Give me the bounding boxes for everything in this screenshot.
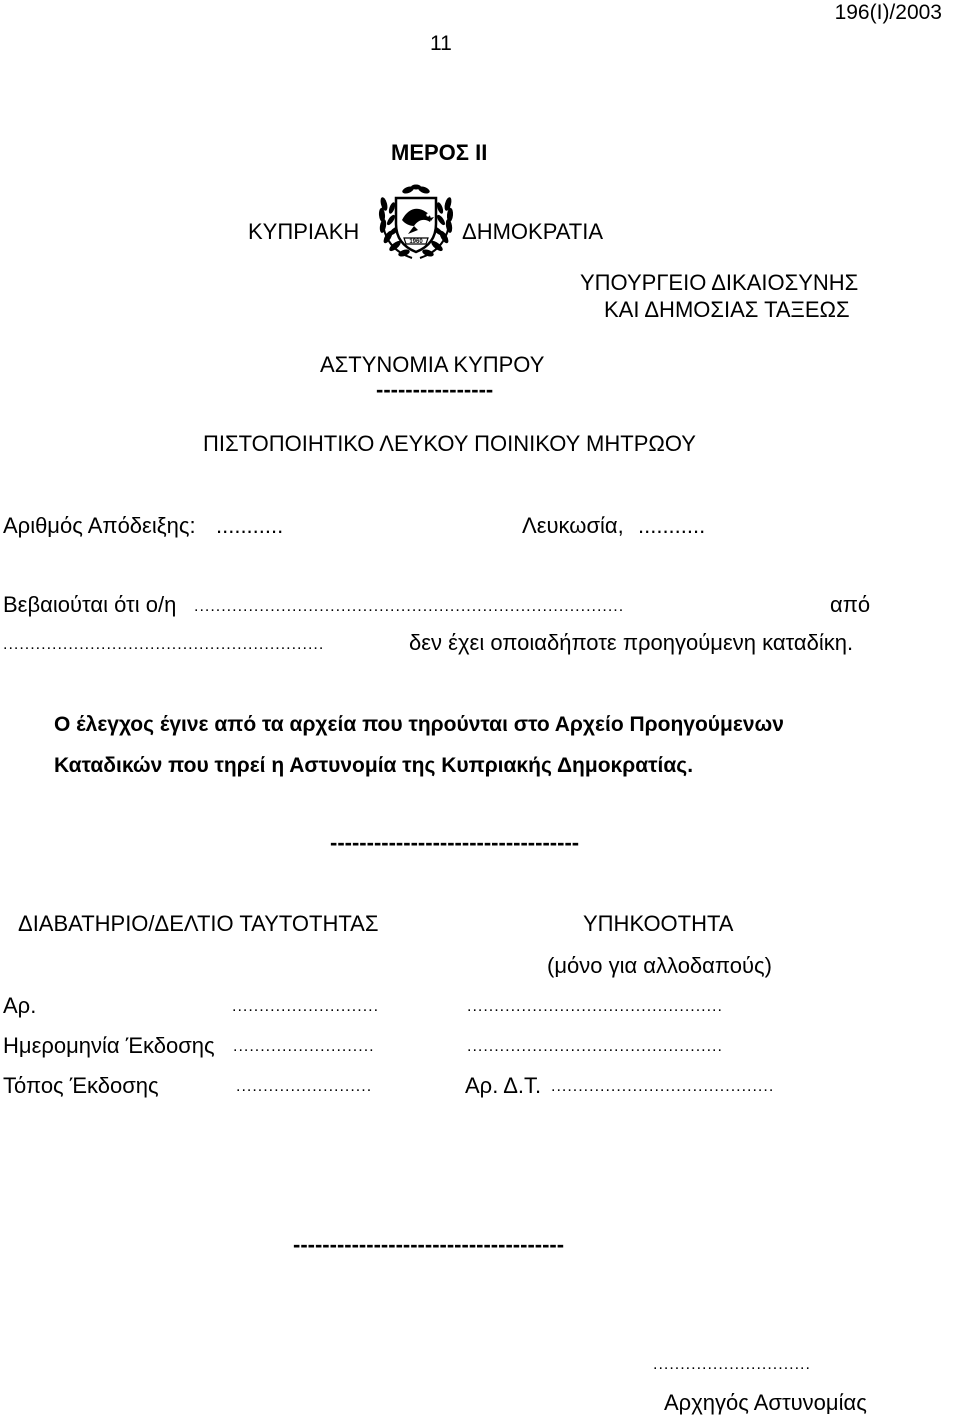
ministry-line-1: ΥΠΟΥΡΓΕΙΟ ΔΙΚΑΙΟΣΥΝΗΣ [580,270,859,295]
signature-field: ............................. [653,1356,811,1373]
certificate-title: ΠΙΣΤΟΠΟΙΗΤΙΚΟ ΛΕΥΚΟΥ ΠΟΙΝΙΚΟΥ ΜΗΤΡΩΟΥ [203,431,696,456]
no-conviction-text: δεν έχει οποιαδήποτε προηγούμενη καταδίκη. [409,630,854,655]
receipt-label: Αριθμός Απόδειξης: [3,513,196,538]
police-rule: ---------------- [376,377,494,402]
origin-field: ........................................................... [3,636,325,653]
certifies-text-from: από [830,592,871,617]
act-reference: 196(Ι)/2003 [834,1,942,24]
republic-right: ΔΗΜΟΚΡΑΤΙΑ [462,219,604,244]
separator-2: ------------------------------------- [293,1232,565,1257]
police-name: ΑΣΤΥΝΟΜΙΑ ΚΥΠΡΟΥ [320,352,545,377]
date-field: ........... [638,513,706,538]
separator-1: ---------------------------------- [330,830,580,855]
coat-of-arms-emblem [374,182,458,264]
page-number: 11 [430,32,452,55]
place-label: Λευκωσία, [522,513,624,538]
republic-left: ΚΥΠΡΙΑΚΗ [248,219,360,244]
certifies-text-start: Βεβαιούται ότι ο/η [3,592,177,617]
signature-title: Αρχηγός Αστυνομίας [664,1390,867,1415]
nationality-field-2: ............................................... [467,1038,723,1055]
issue-date-field: .......................... [233,1038,375,1055]
nationality-field: ............................................... [467,998,723,1015]
person-name-field: ............................................................................... [194,598,625,615]
check-statement-line-1: Ο έλεγχος έγινε από τα αρχεία που τηρούνται στο Αρχείο Προηγούμενων [54,713,784,736]
receipt-number-field: ........... [216,513,284,538]
nationality-heading: ΥΠΗΚΟΟΤΗΤΑ [583,911,734,936]
alien-id-label: Αρ. Δ.Τ. [465,1073,542,1098]
id-section-heading: ΔΙΑΒΑΤΗΡΙΟ/ΔΕΛΤΙΟ ΤΑΥΤΟΤΗΤΑΣ [18,911,379,936]
alien-id-field: ......................................... [551,1078,775,1095]
check-statement-line-2: Καταδικών που τηρεί η Αστυνομία της Κυπριακής Δημοκρατίας. [54,754,694,777]
issue-place-label: Τόπος Έκδοσης [3,1073,159,1098]
nationality-note: (μόνο για αλλοδαπούς) [547,953,772,978]
emblem-year: 1960 [409,239,423,245]
part-title: ΜΕΡΟΣ ΙΙ [391,140,488,165]
id-number-field: ........................... [232,998,380,1015]
issue-place-field: ......................... [236,1078,373,1095]
id-number-label: Αρ. [3,993,37,1018]
issue-date-label: Ημερομηνία Έκδοσης [3,1033,215,1058]
ministry-line-2: ΚΑΙ ΔΗΜΟΣΙΑΣ ΤΑΞΕΩΣ [604,297,850,322]
